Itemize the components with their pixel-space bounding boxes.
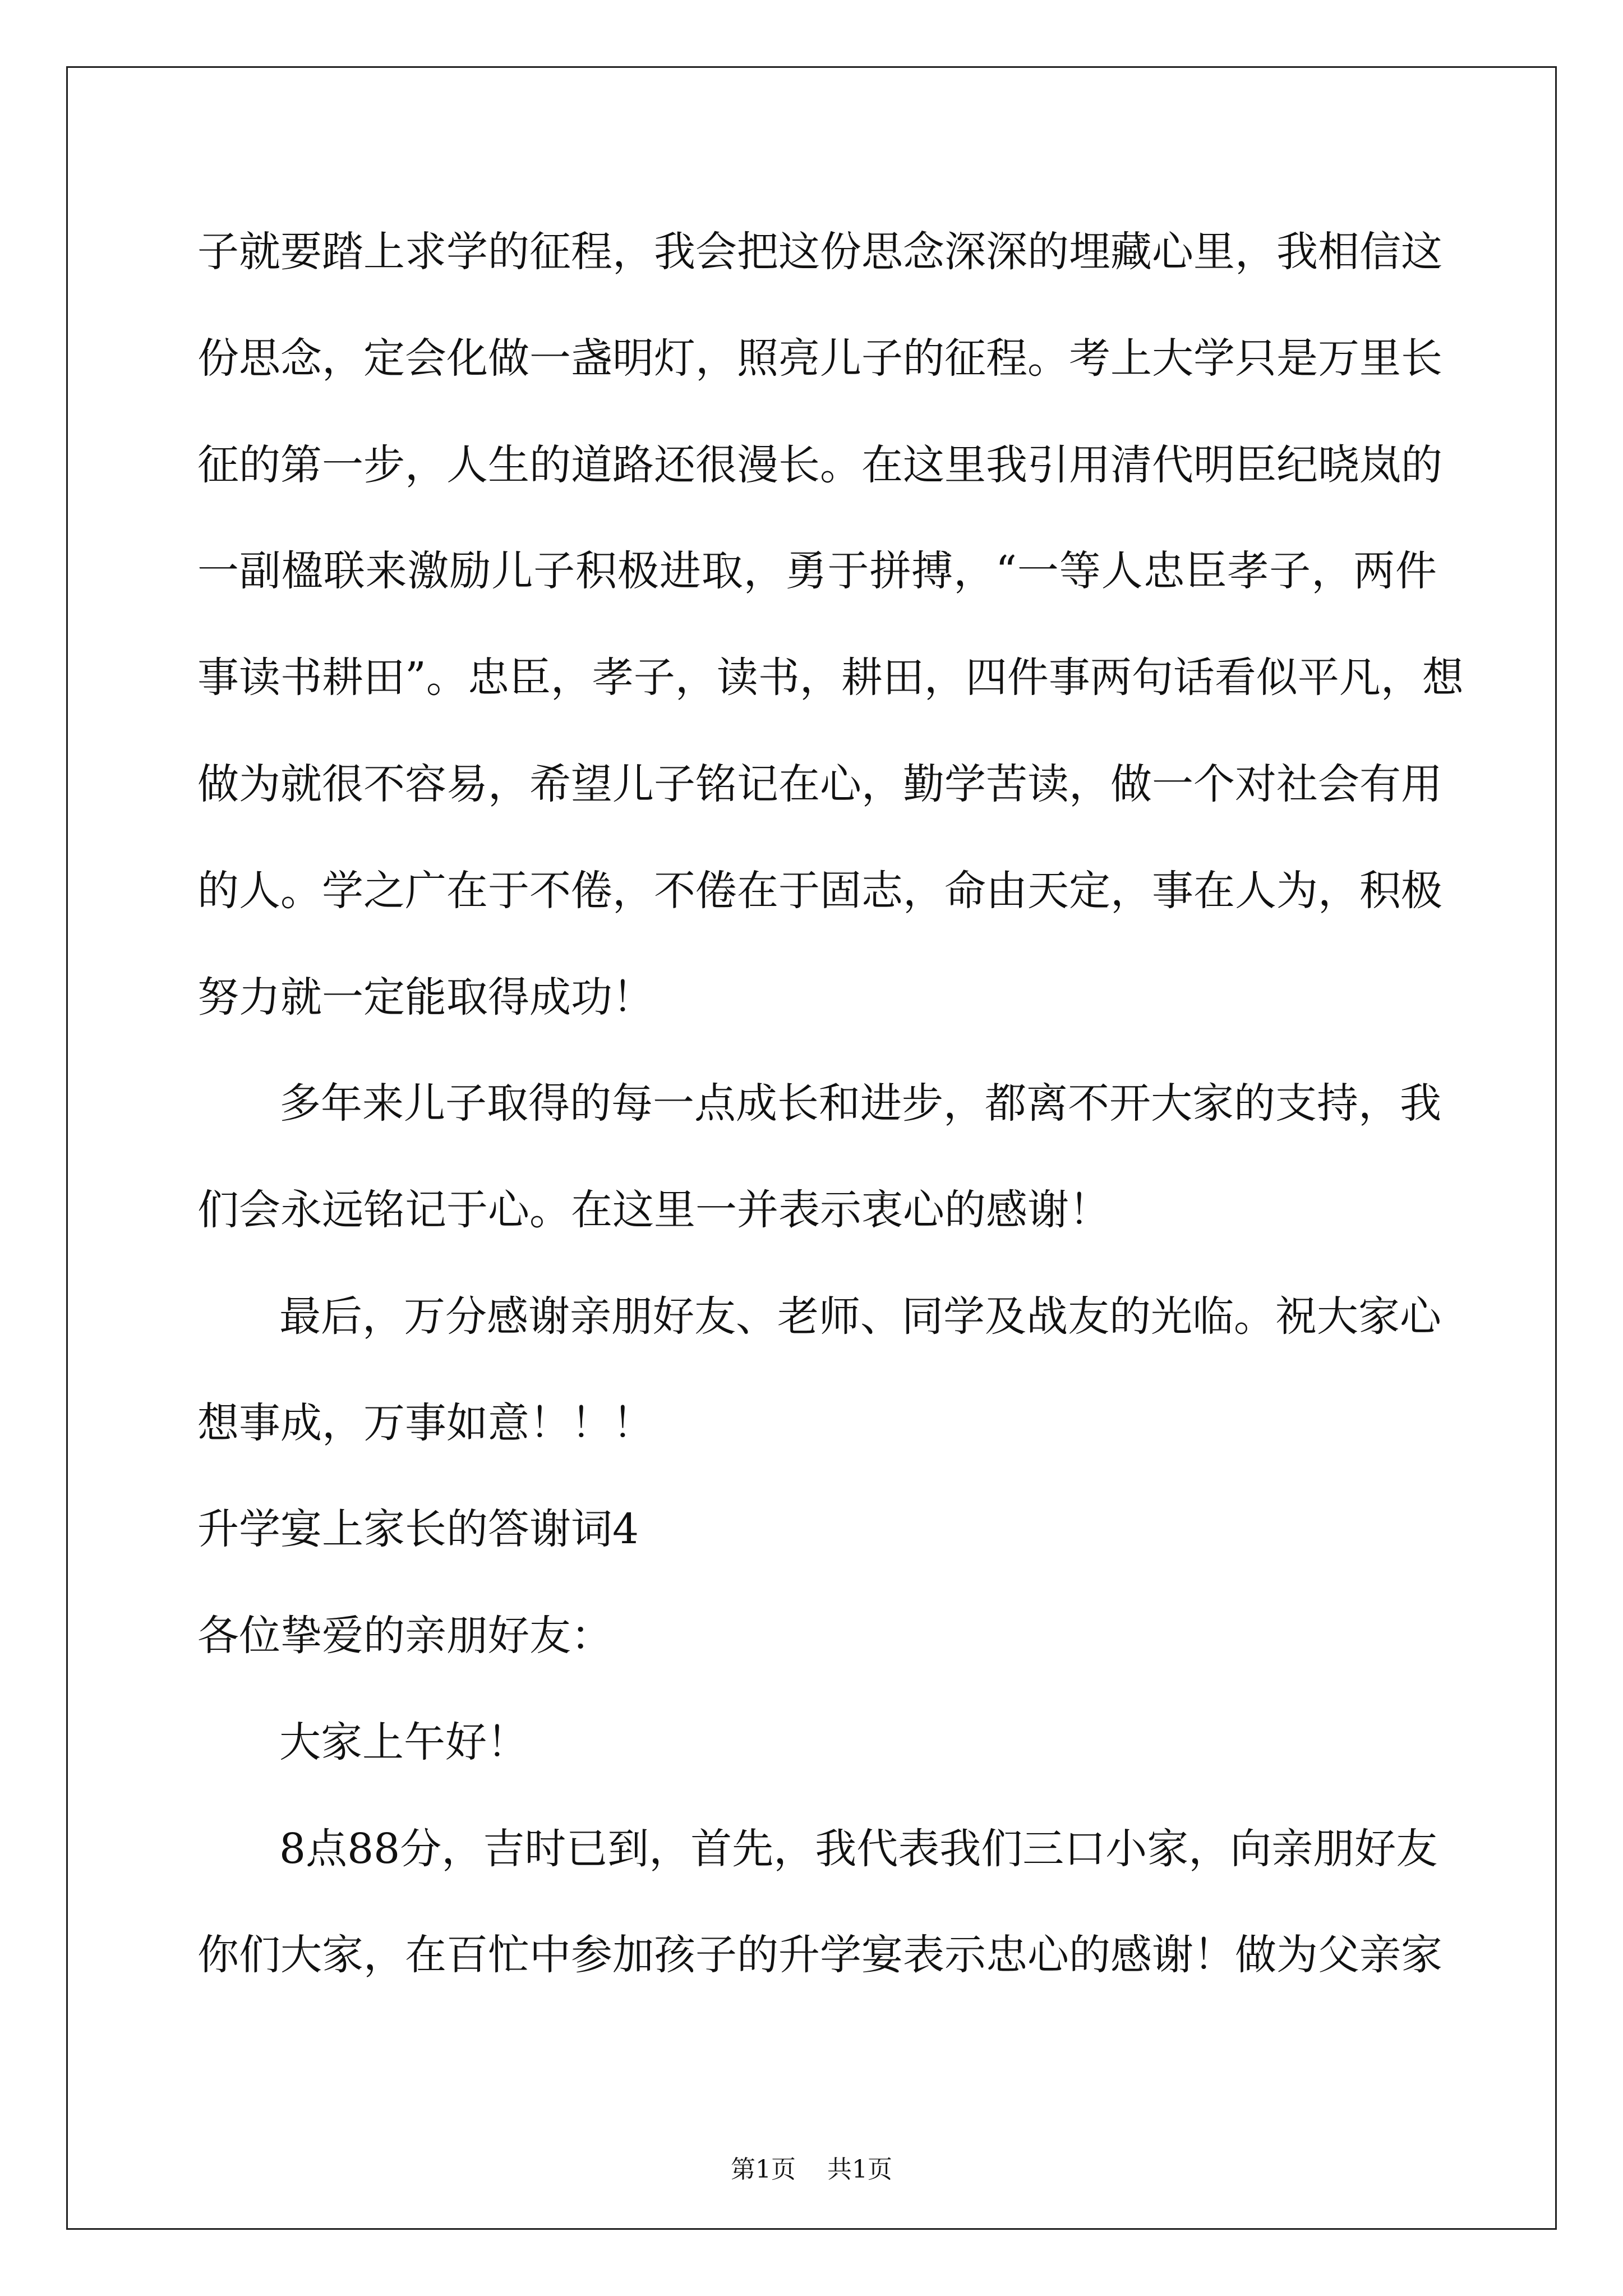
greeting: 大家上午好！ <box>279 1718 528 1766</box>
page-total: 共1页 <box>827 2155 892 2184</box>
paragraph-first-line: 8点88分，吉时已到，首先，我代表我们三口小家，向亲朋好友 <box>279 1825 1438 1873</box>
page-number: 第1页 <box>731 2155 796 2184</box>
body-text-line: 一副楹联来激励儿子积极进取，勇于拼搏，“一等人忠臣孝子，两件 <box>197 547 1437 595</box>
body-text-line: 征的第一步，人生的道路还很漫长。在这里我引用清代明臣纪晓岚的 <box>197 441 1442 489</box>
body-text-line: 你们大家，在百忙中参加孩子的升学宴表示忠心的感谢！做为父亲家 <box>197 1931 1442 1979</box>
body-text-line: 份思念，定会化做一盏明灯，照亮儿子的征程。考上大学只是万里长 <box>197 334 1442 383</box>
body-text-line: 的人。学之广在于不倦，不倦在于固志，命由天定，事在人为，积极 <box>197 867 1442 915</box>
page-border <box>66 66 1557 2230</box>
paragraph-first-line: 多年来儿子取得的每一点成长和进步，都离不开大家的支持，我 <box>279 1079 1441 1128</box>
body-text-line: 子就要踏上求学的征程，我会把这份思念深深的埋藏心里，我相信这 <box>197 228 1442 276</box>
body-text-line: 事读书耕田”。忠臣，孝子，读书，耕田，四件事两句话看似平凡，想 <box>197 654 1464 702</box>
page-footer <box>0 2153 1623 2187</box>
body-text-line: 努力就一定能取得成功！ <box>197 973 654 1022</box>
section-heading: 升学宴上家长的答谢词4 <box>197 1505 639 1553</box>
salutation: 各位挚爱的亲朋好友： <box>197 1612 612 1660</box>
body-text-line: 想事成，万事如意！！！ <box>197 1399 654 1447</box>
paragraph-first-line: 最后，万分感谢亲朋好友、老师、同学及战友的光临。祝大家心 <box>279 1292 1441 1341</box>
body-text-line: 们会永远铭记于心。在这里一并表示衷心的感谢！ <box>197 1186 1110 1234</box>
body-text-line: 做为就很不容易，希望儿子铭记在心，勤学苦读，做一个对社会有用 <box>197 760 1442 808</box>
